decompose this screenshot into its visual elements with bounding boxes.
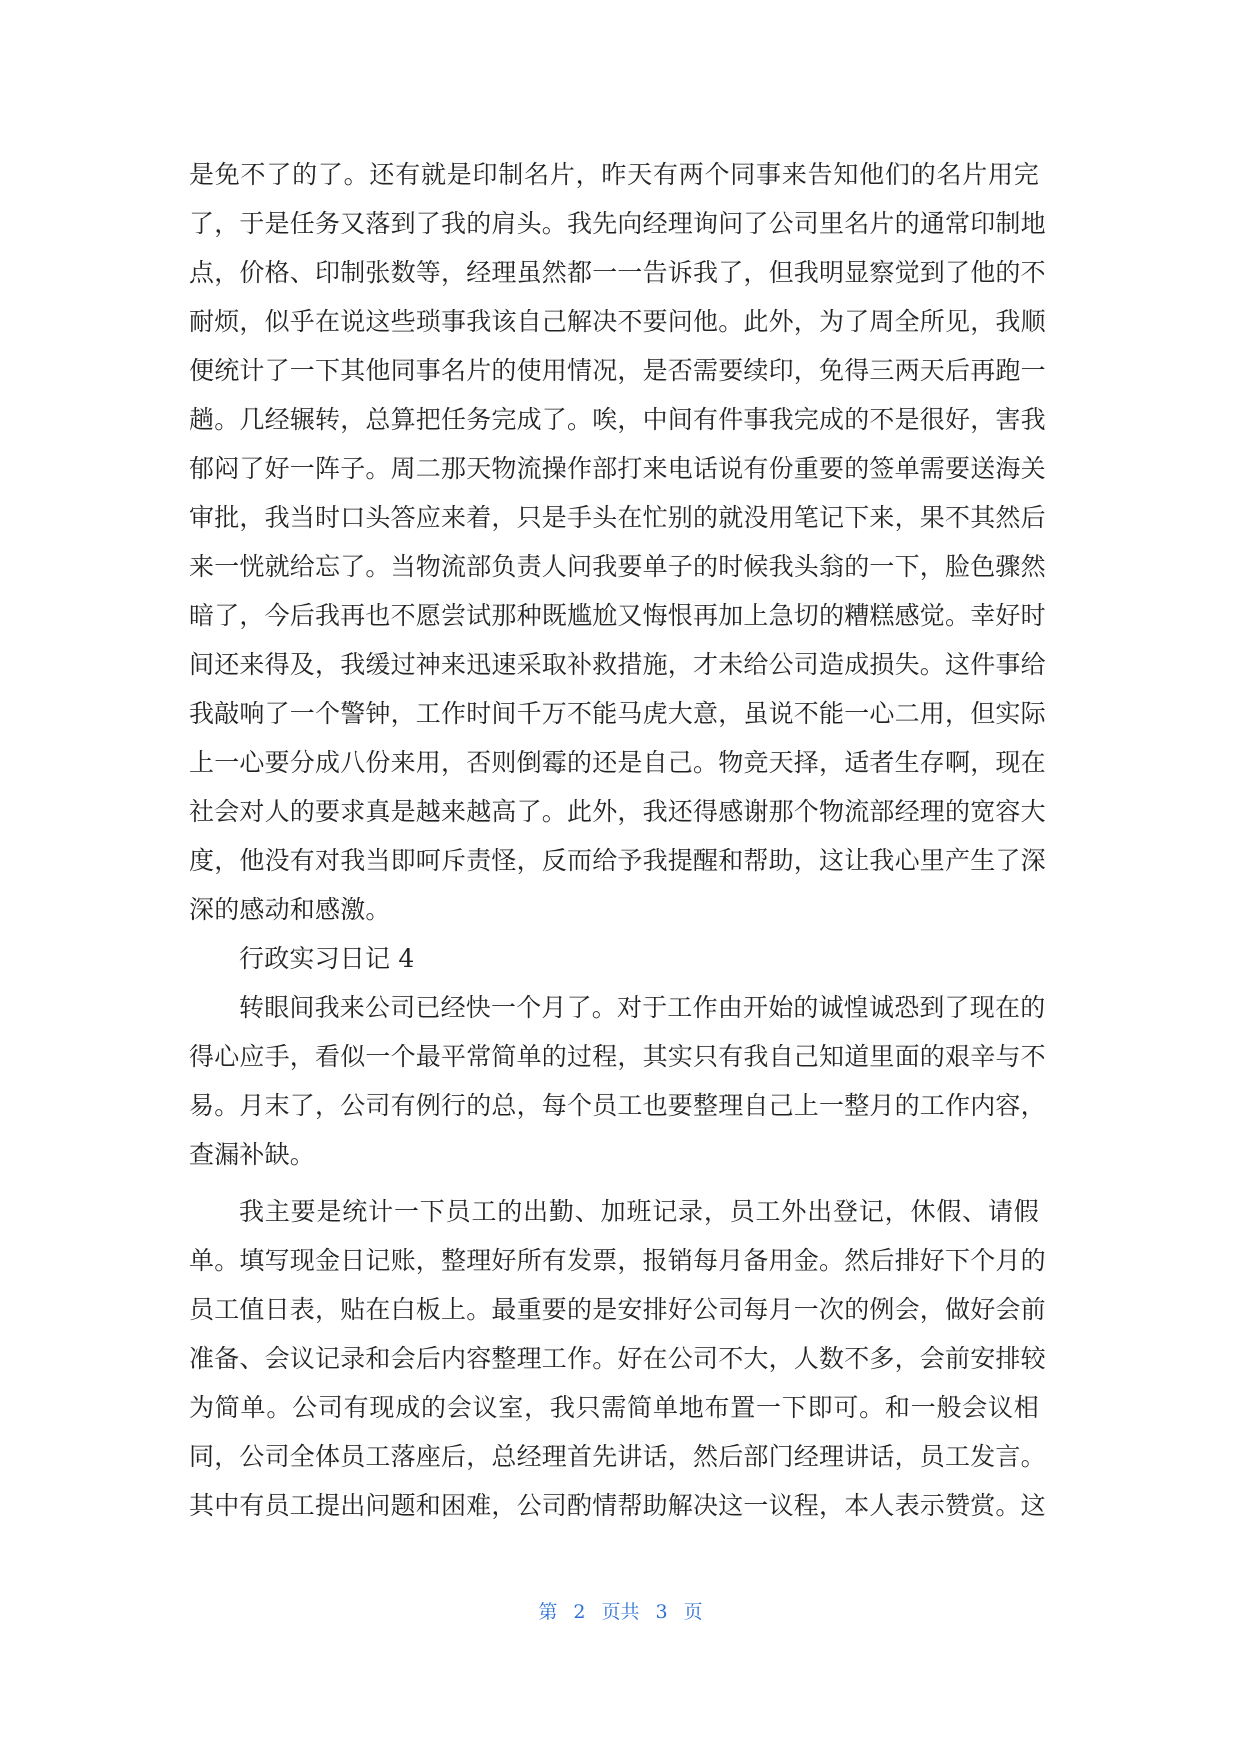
footer-label-end: 页 — [683, 1601, 703, 1623]
footer-label-of: 页共 — [601, 1601, 640, 1623]
text-line: 上一心要分成八份来用，否则倒霉的还是自己。物竞天择，适者生存啊，现在 — [189, 748, 1046, 777]
footer-current-page: 2 — [573, 1601, 586, 1623]
text-line: 暗了，今后我再也不愿尝试那种既尴尬又悔恨再加上急切的糟糕感觉。幸好时 — [189, 601, 1046, 630]
text-line: 郁闷了好一阵子。周二那天物流操作部打来电话说有份重要的签单需要送海关 — [189, 454, 1046, 483]
text-line: 便统计了一下其他同事名片的使用情况，是否需要续印，免得三两天后再跑一 — [189, 356, 1046, 385]
footer-label-page: 第 — [538, 1601, 558, 1623]
paragraph-spacer — [189, 1179, 1039, 1187]
document-body — [189, 150, 1046, 1530]
text-line: 耐烦，似乎在说这些琐事我该自己解决不要问他。此外，为了周全所见，我顺 — [189, 307, 1046, 336]
text-line: 易。月末了，公司有例行的总，每个员工也要整理自己上一整月的工作内容， — [189, 1091, 1046, 1120]
footer-total-pages: 3 — [655, 1601, 668, 1623]
text-line: 其中有员工提出问题和困难，公司酌情帮助解决这一议程，本人表示赞赏。这 — [189, 1491, 1046, 1520]
text-line: 我主要是统计一下员工的出勤、加班记录，员工外出登记，休假、请假 — [239, 1197, 1039, 1226]
text-line: 间还来得及，我缓过神来迅速采取补救措施，才未给公司造成损失。这件事给 — [189, 650, 1046, 679]
text-line: 点，价格、印制张数等，经理虽然都一一告诉我了，但我明显察觉到了他的不 — [189, 258, 1046, 287]
paragraph-continuation — [189, 150, 1046, 934]
text-line: 为简单。公司有现成的会议室，我只需简单地布置一下即可。和一般会议相 — [189, 1393, 1039, 1422]
text-line: 员工值日表，贴在白板上。最重要的是安排好公司每月一次的例会，做好会前 — [189, 1295, 1046, 1324]
text-line: 转眼间我来公司已经快一个月了。对于工作由开始的诚惶诚恐到了现在的 — [239, 993, 1046, 1022]
text-line: 准备、会议记录和会后内容整理工作。好在公司不大，人数不多，会前安排较 — [189, 1344, 1046, 1373]
section-heading: 行政实习日记 4 — [239, 944, 415, 973]
text-line: 同，公司全体员工落座后，总经理首先讲话，然后部门经理讲话，员工发言。 — [189, 1442, 1046, 1471]
text-line: 社会对人的要求真是越来越高了。此外，我还得感谢那个物流部经理的宽容大 — [189, 797, 1046, 826]
text-line: 深的感动和感激。 — [189, 895, 391, 924]
paragraph — [189, 1187, 1046, 1530]
text-line: 是免不了的了。还有就是印制名片，昨天有两个同事来告知他们的名片用完 — [189, 160, 1039, 189]
text-line: 我敲响了一个警钟，工作时间千万不能马虎大意，虽说不能一心二用，但实际 — [189, 699, 1046, 728]
text-line: 得心应手，看似一个最平常简单的过程，其实只有我自己知道里面的艰辛与不 — [189, 1042, 1046, 1071]
text-line: 查漏补缺。 — [189, 1140, 316, 1169]
text-line: 度，他没有对我当即呵斥责怪，反而给予我提醒和帮助，这让我心里产生了深 — [189, 846, 1046, 875]
text-line: 趟。几经辗转，总算把任务完成了。唉，中间有件事我完成的不是很好，害我 — [189, 405, 1046, 434]
paragraph — [189, 983, 1046, 1179]
text-line: 单。填写现金日记账，整理好所有发票，报销每月备用金。然后排好下个月的 — [189, 1246, 1046, 1275]
page-footer — [0, 1597, 1241, 1624]
text-line: 审批，我当时口头答应来着，只是手头在忙别的就没用笔记下来，果不其然后 — [189, 503, 1046, 532]
text-line: 来一恍就给忘了。当物流部负责人问我要单子的时候我头翁的一下，脸色骤然 — [189, 552, 1046, 581]
text-line: 了，于是任务又落到了我的肩头。我先向经理询问了公司里名片的通常印制地 — [189, 209, 1046, 238]
